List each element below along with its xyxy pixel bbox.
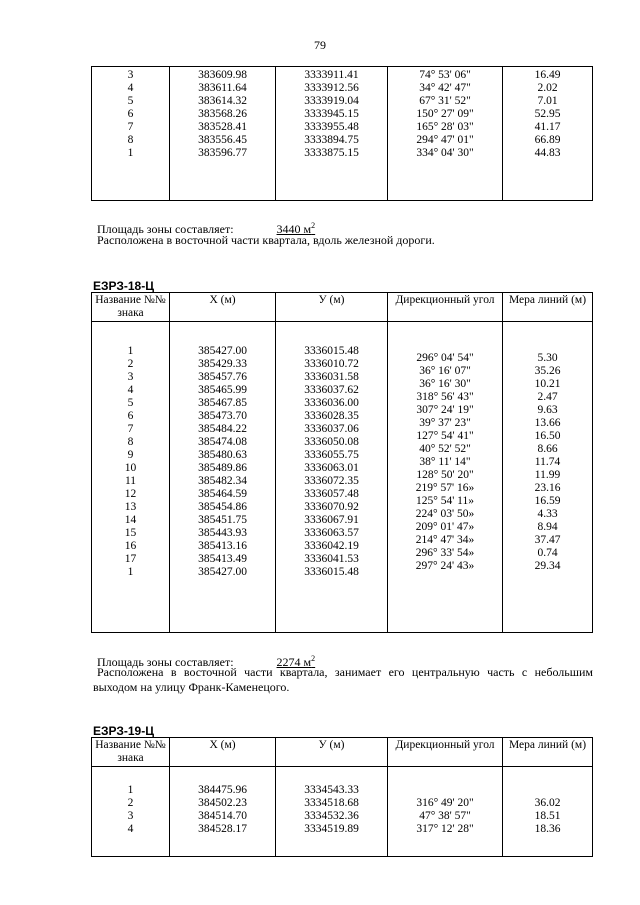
area-value: 3440 $м^2$ bbox=[276, 221, 316, 236]
y-coordinate-column bbox=[276, 67, 387, 160]
area-label: Площадь зоны составляет: bbox=[97, 655, 234, 669]
point-name-cell: 1 bbox=[127, 566, 134, 578]
point-name-column bbox=[92, 767, 169, 836]
point-name-column bbox=[92, 322, 169, 579]
x-coordinate-cell: 385429.33 bbox=[198, 358, 247, 370]
line-length-cell: 41.17 bbox=[534, 121, 561, 133]
line-length-cell: 10.21 bbox=[534, 378, 561, 390]
line-length-cell: 18.36 bbox=[534, 823, 561, 835]
y-coordinate-cell: 3333919.04 bbox=[304, 95, 359, 107]
header-x: Х (м) bbox=[170, 738, 276, 767]
x-coordinate-cell: 385427.00 bbox=[198, 345, 247, 357]
y-coordinate-cell: 3336055.75 bbox=[304, 449, 359, 461]
x-coordinate-cell: 385443.93 bbox=[198, 527, 247, 539]
y-coordinate-cell: 3333955.48 bbox=[304, 121, 359, 133]
header-y: У (м) bbox=[276, 293, 388, 322]
y-coordinate-cell: 3336015.48 bbox=[304, 566, 359, 578]
x-coordinate-cell: 385484.22 bbox=[198, 423, 247, 435]
point-name-cell: 8 bbox=[127, 134, 134, 146]
direction-angle-cell: 294° 47' 01" bbox=[416, 134, 474, 146]
y-coordinate-cell: 3336072.35 bbox=[304, 475, 359, 487]
y-coordinate-cell: 3336042.19 bbox=[304, 540, 359, 552]
point-name-cell: 4 bbox=[127, 823, 134, 835]
header-length: Мера линий (м) bbox=[503, 738, 593, 767]
line-length-cell: 8.94 bbox=[537, 521, 558, 533]
point-name-cell: 7 bbox=[127, 121, 134, 133]
y-coordinate-column bbox=[276, 322, 387, 579]
direction-angle-cell: 209° 01' 47» bbox=[415, 521, 475, 533]
point-name-cell: 8 bbox=[127, 436, 134, 448]
point-name-cell: 17 bbox=[124, 553, 137, 565]
point-name-cell: 3 bbox=[127, 69, 134, 81]
point-name-cell: 7 bbox=[127, 423, 134, 435]
direction-angle-cell: 74° 53' 06" bbox=[419, 69, 471, 81]
zone-title: ЕЗРЗ-18-Ц bbox=[93, 279, 154, 293]
direction-angle-cell: 219° 57' 16» bbox=[415, 482, 475, 494]
x-coordinate-cell: 384502.23 bbox=[198, 797, 247, 809]
x-coordinate-cell: 385413.16 bbox=[198, 540, 247, 552]
point-name-cell: 10 bbox=[124, 462, 137, 474]
point-name-cell: 6 bbox=[127, 410, 134, 422]
y-coordinate-cell: 3336037.06 bbox=[304, 423, 359, 435]
direction-angle-cell: 36° 16' 07" bbox=[419, 365, 471, 377]
direction-angle-cell: 34° 42' 47" bbox=[419, 82, 471, 94]
y-coordinate-cell: 3333875.15 bbox=[304, 147, 359, 159]
direction-angle-column bbox=[388, 322, 502, 573]
x-coordinate-cell: 383614.32 bbox=[198, 95, 247, 107]
line-length-cell: 5.30 bbox=[537, 352, 558, 364]
point-name-cell: 16 bbox=[124, 540, 137, 552]
line-length-column bbox=[503, 322, 592, 573]
direction-angle-cell: 318° 56' 43" bbox=[416, 391, 474, 403]
y-coordinate-cell: 3334519.89 bbox=[304, 823, 359, 835]
x-coordinate-cell: 384514.70 bbox=[198, 810, 247, 822]
line-length-column bbox=[503, 767, 592, 836]
line-length-cell: 16.50 bbox=[534, 430, 561, 442]
header-angle: Дирекционный угол bbox=[388, 738, 503, 767]
direction-angle-cell: 36° 16' 30" bbox=[419, 378, 471, 390]
header-name: Название №№ знака bbox=[92, 738, 170, 767]
line-length-cell: 2.47 bbox=[537, 391, 558, 403]
y-coordinate-cell: 3336010.72 bbox=[304, 358, 359, 370]
x-coordinate-cell: 385474.08 bbox=[198, 436, 247, 448]
area-value: 2274 $м^2$ bbox=[276, 654, 316, 669]
x-coordinate-cell: 385454.86 bbox=[198, 501, 247, 513]
x-coordinate-cell: 383556.45 bbox=[198, 134, 247, 146]
header-x: Х (м) bbox=[170, 293, 276, 322]
point-name-cell: 5 bbox=[127, 95, 134, 107]
direction-angle-cell: 150° 27' 09" bbox=[416, 108, 474, 120]
y-coordinate-cell: 3336031.58 bbox=[304, 371, 359, 383]
x-coordinate-cell: 385467.85 bbox=[198, 397, 247, 409]
x-coordinate-cell: 385489.86 bbox=[198, 462, 247, 474]
y-coordinate-cell: 3336067.91 bbox=[304, 514, 359, 526]
y-coordinate-cell: 3336037.62 bbox=[304, 384, 359, 396]
direction-angle-column bbox=[388, 767, 502, 836]
page-number: 79 bbox=[314, 38, 326, 52]
line-length-cell: 11.74 bbox=[534, 456, 561, 468]
direction-angle-column bbox=[388, 67, 502, 160]
direction-angle-cell: 67° 31' 52" bbox=[419, 95, 471, 107]
x-coordinate-cell: 383596.77 bbox=[198, 147, 247, 159]
x-coordinate-cell: 383528.41 bbox=[198, 121, 247, 133]
direction-angle-cell: 224° 03' 50» bbox=[415, 508, 475, 520]
x-coordinate-cell: 385457.76 bbox=[198, 371, 247, 383]
x-coordinate-cell: 385473.70 bbox=[198, 410, 247, 422]
line-length-cell: 52.95 bbox=[534, 108, 561, 120]
line-length-cell: 7.01 bbox=[537, 95, 558, 107]
line-length-cell: 16.59 bbox=[534, 495, 561, 507]
x-coordinate-cell: 385464.59 bbox=[198, 488, 247, 500]
coordinates-table-continued bbox=[91, 66, 593, 201]
point-name-cell: 3 bbox=[127, 371, 134, 383]
y-coordinate-cell: 3336041.53 bbox=[304, 553, 359, 565]
direction-angle-cell: 125° 54' 11» bbox=[416, 495, 474, 507]
point-name-cell: 1 bbox=[127, 147, 134, 159]
x-coordinate-cell: 384528.17 bbox=[198, 823, 247, 835]
y-coordinate-cell: 3336070.92 bbox=[304, 501, 359, 513]
y-coordinate-cell: 3333945.15 bbox=[304, 108, 359, 120]
x-coordinate-cell: 385465.99 bbox=[198, 384, 247, 396]
zone-title: ЕЗРЗ-19-Ц bbox=[93, 724, 154, 738]
direction-angle-cell: 39° 37' 23" bbox=[419, 417, 471, 429]
direction-angle-cell: 296° 04' 54" bbox=[416, 352, 474, 364]
point-name-cell: 9 bbox=[127, 449, 134, 461]
x-coordinate-cell: 385427.00 bbox=[198, 566, 247, 578]
direction-angle-cell: 128° 50' 20" bbox=[416, 469, 474, 481]
point-name-cell: 11 bbox=[124, 475, 137, 487]
point-name-cell: 5 bbox=[127, 397, 134, 409]
zone-location-text: Расположена в восточной части квартала, вдоль железной дороги. bbox=[97, 233, 435, 247]
point-name-cell: 14 bbox=[124, 514, 137, 526]
line-length-cell: 66.89 bbox=[534, 134, 561, 146]
header-y: У (м) bbox=[276, 738, 388, 767]
x-coordinate-cell: 385482.34 bbox=[198, 475, 247, 487]
header-angle: Дирекционный угол bbox=[388, 293, 503, 322]
line-length-column bbox=[503, 67, 592, 160]
y-coordinate-cell: 3333894.75 bbox=[304, 134, 359, 146]
line-length-cell: 9.63 bbox=[537, 404, 558, 416]
point-name-cell: 3 bbox=[127, 810, 134, 822]
x-coordinate-cell: 385413.49 bbox=[198, 553, 247, 565]
zone-location-text: Расположена в восточной части квартала, занимает его центральную часть с небольшим выходом на улицу Франк-Каменецого. bbox=[93, 665, 593, 694]
y-coordinate-cell: 3334518.68 bbox=[304, 797, 359, 809]
point-name-cell: 1 bbox=[127, 784, 134, 796]
direction-angle-cell: 317° 12' 28" bbox=[416, 823, 474, 835]
point-name-cell: 2 bbox=[127, 358, 134, 370]
point-name-cell: 6 bbox=[127, 108, 134, 120]
line-length-cell: 18.51 bbox=[534, 810, 561, 822]
line-length-cell: 0.74 bbox=[537, 547, 558, 559]
direction-angle-cell: 165° 28' 03" bbox=[416, 121, 474, 133]
direction-angle-cell: 40° 52' 52" bbox=[419, 443, 471, 455]
line-length-cell: 2.02 bbox=[537, 82, 558, 94]
y-coordinate-cell: 3336063.57 bbox=[304, 527, 359, 539]
line-length-cell: 8.66 bbox=[537, 443, 558, 455]
x-coordinate-cell: 385451.75 bbox=[198, 514, 247, 526]
y-coordinate-cell: 3336015.48 bbox=[304, 345, 359, 357]
direction-angle-cell: 47° 38' 57" bbox=[419, 810, 471, 822]
x-coordinate-cell: 384475.96 bbox=[198, 784, 247, 796]
x-coordinate-column bbox=[170, 767, 275, 836]
direction-angle-cell: 316° 49' 20" bbox=[416, 797, 474, 809]
point-name-cell: 2 bbox=[127, 797, 134, 809]
line-length-cell: 13.66 bbox=[534, 417, 561, 429]
y-coordinate-cell: 3333912.56 bbox=[304, 82, 359, 94]
line-length-cell: 37.47 bbox=[534, 534, 561, 546]
direction-angle-cell: 297° 24' 43» bbox=[415, 560, 475, 572]
direction-angle-cell: 334° 04' 30" bbox=[416, 147, 474, 159]
header-length: Мера линий (м) bbox=[503, 293, 593, 322]
direction-angle-cell: 307° 24' 19" bbox=[416, 404, 474, 416]
line-length-cell: 36.02 bbox=[534, 797, 561, 809]
line-length-cell: 11.99 bbox=[534, 469, 561, 481]
y-coordinate-cell: 3334532.36 bbox=[304, 810, 359, 822]
direction-angle-cell: 127° 54' 41" bbox=[416, 430, 474, 442]
line-length-cell: 35.26 bbox=[534, 365, 561, 377]
coordinates-table-zone-18 bbox=[91, 292, 593, 633]
y-coordinate-column bbox=[276, 767, 387, 836]
line-length-cell: 44.83 bbox=[534, 147, 561, 159]
y-coordinate-cell: 3336063.01 bbox=[304, 462, 359, 474]
y-coordinate-cell: 3333911.41 bbox=[304, 69, 359, 81]
direction-angle-cell: 38° 11' 14" bbox=[419, 456, 471, 468]
x-coordinate-cell: 383611.64 bbox=[198, 82, 247, 94]
y-coordinate-cell: 3336028.35 bbox=[304, 410, 359, 422]
line-length-cell: 23.16 bbox=[534, 482, 561, 494]
point-name-cell: 15 bbox=[124, 527, 137, 539]
point-name-cell: 4 bbox=[127, 384, 134, 396]
x-coordinate-cell: 383568.26 bbox=[198, 108, 247, 120]
direction-angle-cell: 296° 33' 54» bbox=[415, 547, 475, 559]
y-coordinate-cell: 3336036.00 bbox=[304, 397, 359, 409]
x-coordinate-column bbox=[170, 322, 275, 579]
point-name-cell: 1 bbox=[127, 345, 134, 357]
line-length-cell: 16.49 bbox=[534, 69, 561, 81]
line-length-cell: 4.33 bbox=[537, 508, 558, 520]
area-label: Площадь зоны составляет: bbox=[97, 222, 234, 236]
y-coordinate-cell: 3336050.08 bbox=[304, 436, 359, 448]
direction-angle-cell: 214° 47' 34» bbox=[415, 534, 475, 546]
point-name-column bbox=[92, 67, 169, 160]
x-coordinate-cell: 385480.63 bbox=[198, 449, 247, 461]
header-name: Название №№ знака bbox=[92, 293, 170, 322]
point-name-cell: 13 bbox=[124, 501, 137, 513]
point-name-cell: 4 bbox=[127, 82, 134, 94]
line-length-cell: 29.34 bbox=[534, 560, 561, 572]
coordinates-table-zone-19 bbox=[91, 737, 593, 857]
x-coordinate-cell: 383609.98 bbox=[198, 69, 247, 81]
y-coordinate-cell: 3336057.48 bbox=[304, 488, 359, 500]
y-coordinate-cell: 3334543.33 bbox=[304, 784, 359, 796]
point-name-cell: 12 bbox=[124, 488, 137, 500]
x-coordinate-column bbox=[170, 67, 275, 160]
